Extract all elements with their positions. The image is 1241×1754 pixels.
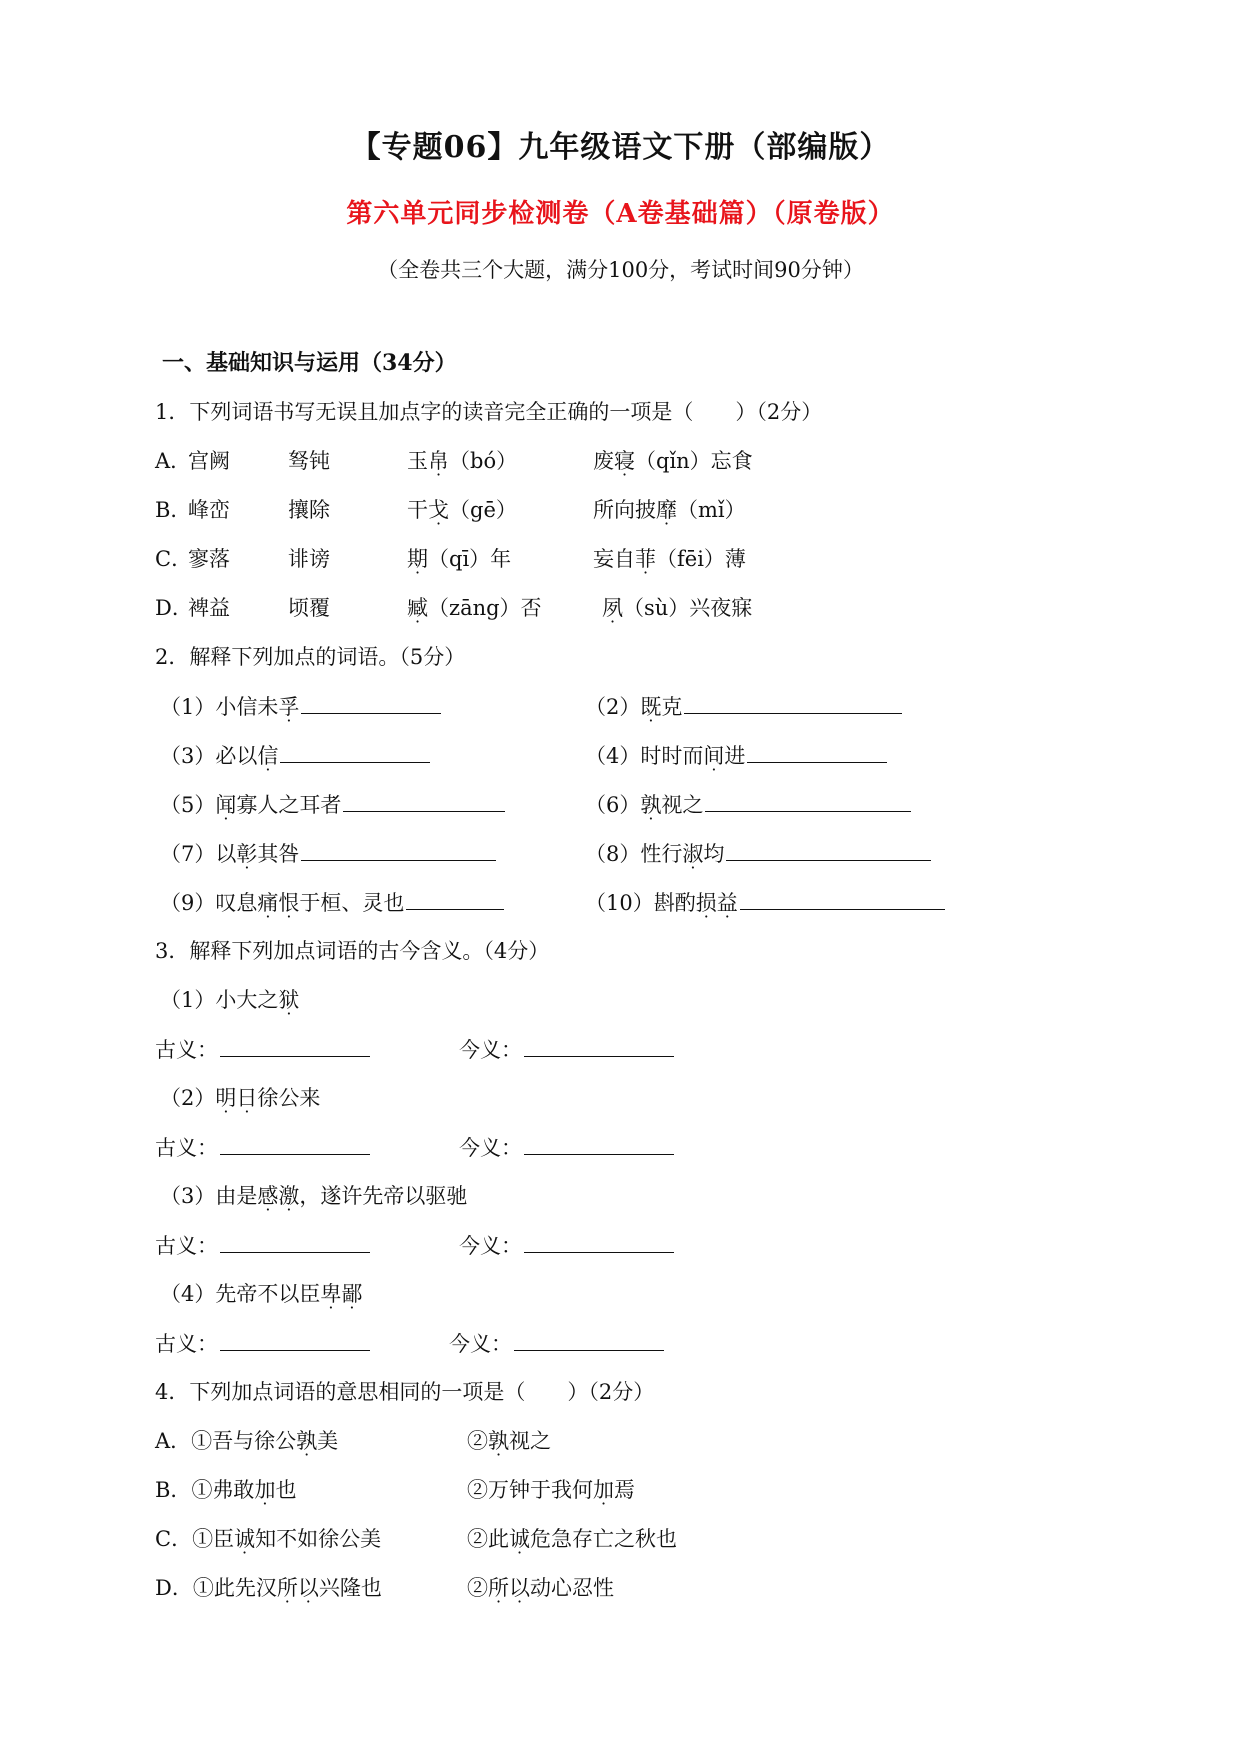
answer-blank[interactable] [280,740,430,763]
page-title: 【专题06】九年级语文下册（部编版） [350,130,891,165]
question-4-stem: 4．下列加点词语的意思相同的一项是（ ）（2分） [155,1380,655,1404]
answer-blank[interactable] [220,1034,370,1057]
q2-item: （3）必以信 [160,740,430,771]
q1-option-d: D． 裨益 顷覆 臧（zāng）否 夙（sù）兴夜寐 [155,596,753,620]
exam-note: （全卷共三个大题，满分100分，考试时间90分钟） [377,258,864,282]
section-heading: 一、基础知识与运用（34分） [162,350,457,376]
answer-blank[interactable] [684,691,902,714]
answer-blank[interactable] [740,887,945,910]
q2-item: （10）斟酌损益 [585,887,945,918]
answer-blank[interactable] [220,1132,370,1155]
q2-item: （9）叹息痛恨于桓、灵也 [160,887,504,918]
answer-blank[interactable] [726,838,931,861]
q1-option-b: B． 峰峦 攘除 干戈（gē） 所向披靡（mǐ） [155,498,746,522]
q2-item: （7）以彰其咎 [160,838,496,869]
q2-item: （5）闻寡人之耳者 [160,789,505,820]
answer-blank[interactable] [301,691,441,714]
q4-option-c: C．①臣诚知不如徐公美 ②此诚危急存亡之秋也 [155,1527,677,1551]
q3-jin-row: 今义： [459,1034,674,1065]
answer-blank[interactable] [514,1328,664,1351]
q2-item: （2）既克 [585,691,902,722]
q2-item: （1）小信未孚 [160,691,441,722]
answer-blank[interactable] [524,1034,674,1057]
q1-option-c: C． 寥落 诽谤 期（qī）年 妄自菲（fēi）薄 [155,547,746,571]
question-2-stem: 2．解释下列加点的词语。（5分） [155,645,466,669]
q2-item: （8）性行淑均 [585,838,931,869]
q3-item: （1）小大之狱 [160,988,300,1012]
answer-blank[interactable] [524,1230,674,1253]
q3-item: （4）先帝不以臣卑鄙 [160,1282,363,1306]
question-3-stem: 3．解释下列加点词语的古今含义。（4分） [155,939,550,963]
q3-gu-row: 古义： [155,1230,370,1261]
question-1-stem: 1．下列词语书写无误且加点字的读音完全正确的一项是（ ）（2分） [155,400,823,424]
q1-option-a: A． 宫阙 驽钝 玉帛（bó） 废寝（qǐn）忘食 [155,449,753,473]
page-subtitle: 第六单元同步检测卷（A卷基础篇）（原卷版） [346,199,895,229]
q4-option-a: A．①吾与徐公孰美 ②孰视之 [155,1429,551,1453]
q3-jin-row: 今义： [459,1132,674,1163]
answer-blank[interactable] [524,1132,674,1155]
answer-blank[interactable] [343,789,505,812]
answer-blank[interactable] [705,789,911,812]
q3-jin-row: 今义： [459,1230,674,1261]
q4-option-b: B．①弗敢加也 ②万钟于我何加焉 [155,1478,635,1502]
answer-blank[interactable] [220,1328,370,1351]
answer-blank[interactable] [406,887,504,910]
q3-gu-row: 古义： [155,1132,370,1163]
q2-item: （6）孰视之 [585,789,911,820]
q3-item: （2）明日徐公来 [160,1086,321,1110]
answer-blank[interactable] [301,838,496,861]
q4-option-d: D．①此先汉所以兴隆也 ②所以动心忍性 [155,1576,614,1600]
q3-gu-row: 古义： [155,1034,370,1065]
q2-item: （4）时时而间进 [585,740,887,771]
answer-blank[interactable] [747,740,887,763]
answer-blank[interactable] [220,1230,370,1253]
q3-jin-row: 今义： [449,1328,664,1359]
q3-gu-row: 古义： [155,1328,370,1359]
q3-item: （3）由是感激，遂许先帝以驱驰 [160,1184,468,1208]
